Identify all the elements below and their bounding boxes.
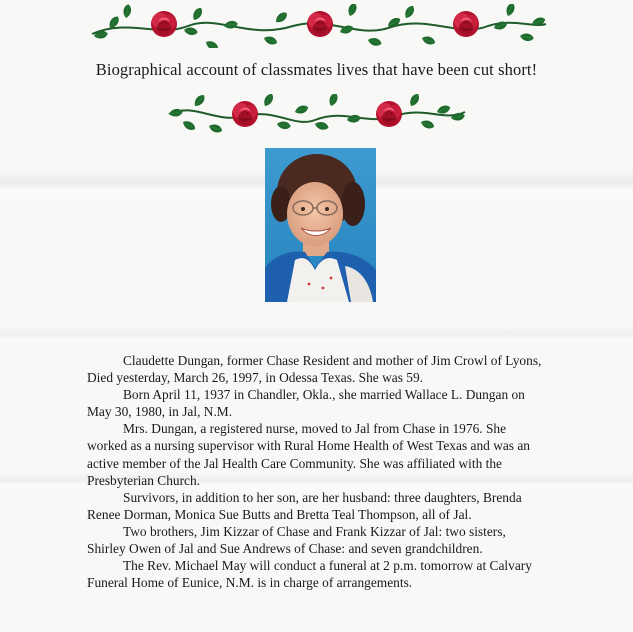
obituary-paragraph: The Rev. Michael May will conduct a funeral at 2 p.m. tomorrow at Calvary Funeral Home of Eunice, N.M. is in charge of arrangements. bbox=[87, 558, 532, 591]
obituary-paragraph: Two brothers, Jim Kizzar of Chase and Frank Kizzar of Jal: two sisters, Shirley Owen of Jal and Sue Andrews of Chase: and seven grandchildren. bbox=[87, 523, 506, 557]
middle-rose-vine-border bbox=[165, 94, 469, 138]
obituary-paragraph: Claudette Dungan, former Chase Resident and mother of Jim Crowl of Lyons, Died yesterday, March 26, 1997, in Odessa Texas. She was 59. bbox=[87, 353, 542, 386]
obituary-paragraph: Mrs. Dungan, a registered nurse, moved to Jal from Chase in 1976. She worked as a nursing supervisor with Rural Home Health of West Texas and was an active member of the Jal Health Care Community. She was affiliated with the Presbyterian Church. bbox=[87, 421, 531, 488]
obituary-paragraph: Born April 11, 1937 in Chandler, Okla., she married Wallace L. Dungan on May 30, 1980, in Jal, N.M. bbox=[87, 387, 525, 420]
page-headline: Biographical account of classmates lives that have been cut short! bbox=[95, 60, 538, 79]
portrait-illustration bbox=[265, 148, 376, 302]
top-rose-vine-border bbox=[88, 4, 548, 48]
obituary-paragraph: Survivors, in addition to her son, are her husband: three daughters, Brenda Renee Dorman, Monica Sue Butts and Bretta Teal Thompson, all of Jal. bbox=[87, 489, 522, 522]
obituary-text bbox=[87, 352, 547, 591]
portrait-photo bbox=[265, 148, 376, 302]
